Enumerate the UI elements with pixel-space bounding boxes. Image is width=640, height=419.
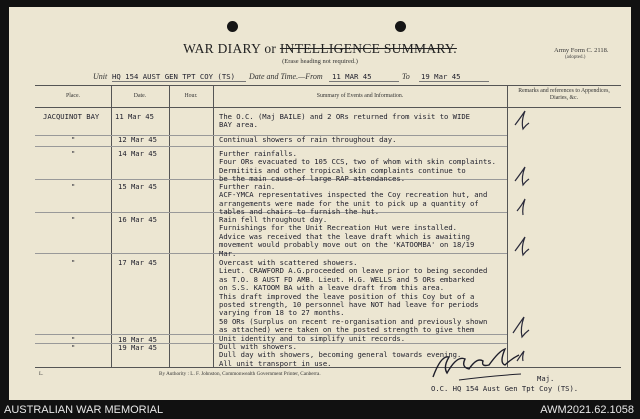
entry-line: All unit transport in use. bbox=[219, 358, 332, 368]
tick-mark bbox=[513, 317, 529, 337]
row-rule bbox=[35, 253, 507, 254]
signatory-unit: O.C. HQ 154 Aust Gen Tpt Coy (TS). bbox=[431, 384, 579, 393]
entry-line: BAY area. bbox=[219, 120, 258, 130]
column-rule bbox=[213, 85, 214, 367]
tick-mark bbox=[517, 199, 525, 215]
printer-imprint: By Authority : L. F. Johnston, Commonwealth Government Printer, Canberra. bbox=[159, 371, 321, 377]
date-from: 11 MAR 45 bbox=[332, 72, 372, 81]
entry-line: as T.O. 8 AUST FD AMB. Lieut. H.G. WELLS and 5 ORs embarked bbox=[219, 274, 475, 284]
entry-date: 19 Mar 45 bbox=[118, 343, 157, 352]
tick-mark bbox=[515, 111, 529, 129]
entry-line: The O.C. (Maj BAILE) and 2 ORs returned from visit to WIDE bbox=[219, 112, 470, 121]
entry-line: Lieut. CRAWFORD A.G.proceeded on leave prior to being seconded bbox=[219, 266, 488, 276]
unit-value: HQ 154 AUST GEN TPT COY (TS) bbox=[112, 72, 236, 81]
entry-line: arrangements were made for the unit to pick up a quantity of bbox=[219, 198, 479, 208]
entry-place: " bbox=[71, 182, 76, 191]
to-underline bbox=[419, 81, 489, 82]
header-place: Place. bbox=[65, 93, 80, 99]
entry-place: " bbox=[71, 149, 76, 158]
entry-line: tables and chairs to furnish the hut. bbox=[219, 207, 380, 217]
archive-reference: AWM2021.62.1058 bbox=[540, 404, 634, 416]
table-top-rule bbox=[35, 85, 621, 86]
tick-mark bbox=[515, 167, 529, 185]
signatory-rank: Maj. bbox=[537, 374, 555, 383]
unit-underline bbox=[112, 81, 246, 82]
entry-line: Overcast with scattered showers. bbox=[219, 258, 358, 267]
entry-line: Advice was received that the leave draft which is awaiting bbox=[219, 231, 470, 241]
column-rule bbox=[169, 85, 170, 367]
entry-date: 18 Mar 45 bbox=[118, 335, 157, 344]
date-to: 19 Mar 45 bbox=[421, 72, 461, 81]
entry-line: Further rain. bbox=[219, 182, 276, 191]
entry-line: varying from 18 to 27 months. bbox=[219, 308, 345, 318]
entry-place: " bbox=[71, 335, 76, 344]
archive-name: AUSTRALIAN WAR MEMORIAL bbox=[4, 404, 164, 416]
tick-mark bbox=[515, 237, 529, 255]
header-remarks: Remarks and references to Appendices, Diaries, &c. bbox=[518, 88, 610, 101]
remarks-ticks bbox=[507, 107, 621, 367]
entry-date: 16 Mar 45 bbox=[118, 215, 157, 224]
title-subnote: (Erase heading not required.) bbox=[282, 58, 358, 65]
entry-date: 12 Mar 45 bbox=[118, 135, 157, 144]
entry-place: " bbox=[71, 135, 76, 144]
entry-place: " bbox=[71, 343, 76, 352]
punch-hole bbox=[227, 21, 238, 32]
entry-line: This draft improved the leave position of this Coy but of a bbox=[219, 291, 475, 301]
form-note: (adopted.) bbox=[565, 55, 586, 60]
entry-line: on S.S. KATOOM BA with a leave draft from this area. bbox=[219, 283, 445, 293]
signature bbox=[429, 347, 539, 383]
entry-place: " bbox=[71, 258, 76, 267]
date-label: Date and Time.—From bbox=[249, 72, 323, 81]
entry-place: " bbox=[71, 215, 76, 224]
form-number: Army Form C. 2118. bbox=[554, 47, 609, 54]
entry-line: posted strength, 10 personnel have NOT had leave for periods bbox=[219, 300, 479, 309]
entry-line: Furnishings for the Unit Recreation Hut were installed. bbox=[219, 223, 457, 233]
entry-line: Four ORs evacuated to 105 CCS, two of whom with skin complaints. bbox=[219, 157, 496, 167]
entry-line: Dermititis and other tropical skin complaints continue to bbox=[219, 165, 466, 175]
entry-date: 15 Mar 45 bbox=[118, 182, 157, 191]
entry-date: 14 Mar 45 bbox=[118, 149, 157, 158]
from-underline bbox=[329, 81, 399, 82]
page-mark: L. bbox=[39, 371, 44, 377]
entry-date: 17 Mar 45 bbox=[118, 258, 157, 267]
unit-label: Unit bbox=[93, 72, 108, 81]
title-struck: INTELLIGENCE SUMMARY. bbox=[279, 41, 457, 56]
header-date: Date. bbox=[133, 93, 147, 99]
entry-line: Dull with showers. bbox=[219, 342, 297, 351]
entry-line: be the main cause of large RAP attendances. bbox=[219, 174, 406, 184]
entry-line: Rain fell throughout day. bbox=[219, 215, 328, 224]
row-rule bbox=[35, 146, 507, 147]
column-rule bbox=[111, 85, 112, 367]
entry-line: Further rainfalls. bbox=[219, 149, 297, 158]
punch-hole bbox=[395, 21, 406, 32]
entry-date: 11 Mar 45 bbox=[115, 112, 154, 121]
diary-sheet bbox=[9, 7, 631, 400]
entry-line: movement would probably move out on the 'KATOOMBA' on 18/19 bbox=[219, 240, 475, 250]
entry-line: Dull day with showers, becoming general towards evening. bbox=[219, 350, 462, 360]
entry-line: as attached) were taken on the posted strength to give them bbox=[219, 325, 475, 335]
title-lead: WAR DIARY or bbox=[183, 41, 277, 56]
entry-place: JACQUINOT BAY bbox=[43, 112, 100, 121]
entry-line: Continual showers of rain throughout day. bbox=[219, 135, 397, 144]
entry-line: 50 ORs (Surplus on recent re-organisation and previously shown bbox=[219, 316, 488, 326]
header-summary: Summary of Events and Information. bbox=[316, 93, 404, 99]
entry-line: ACF-YMCA representatives inspected the Coy recreation hut, and bbox=[219, 190, 488, 200]
entry-line: Mar. bbox=[219, 248, 237, 258]
entry-line: Unit identity and to simplify unit records. bbox=[219, 333, 406, 343]
page-title bbox=[9, 41, 631, 57]
to-label: To bbox=[402, 72, 410, 81]
header-hour: Hour. bbox=[184, 93, 198, 99]
